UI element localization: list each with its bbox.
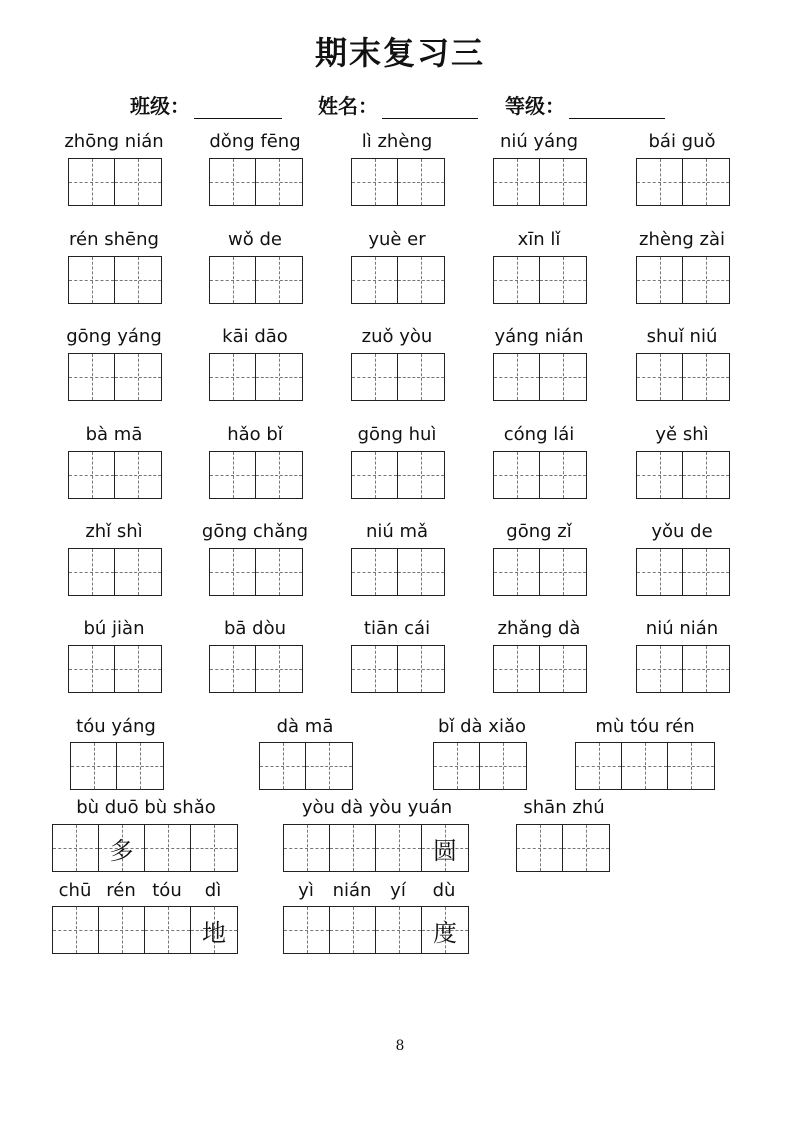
pinyin-label: shuǐ niú [646, 326, 718, 347]
pinyin-label: bǐ dà xiǎo [437, 716, 527, 737]
writing-cell[interactable] [352, 159, 398, 205]
writing-cell[interactable] [69, 354, 115, 400]
writing-grid[interactable] [493, 158, 587, 206]
writing-grid[interactable] [575, 742, 715, 790]
name-label: 姓名： [318, 94, 378, 118]
writing-cell[interactable] [69, 452, 115, 498]
writing-grid[interactable] [351, 353, 445, 401]
writing-cell[interactable] [256, 549, 302, 595]
writing-cell[interactable] [494, 452, 540, 498]
writing-cell[interactable] [145, 825, 191, 871]
pinyin-label: hǎo bǐ [227, 424, 283, 445]
writing-grid[interactable] [351, 451, 445, 499]
given-character: 度 [433, 918, 457, 947]
writing-cell[interactable] [540, 354, 586, 400]
writing-cell[interactable] [210, 257, 256, 303]
writing-grid[interactable] [52, 824, 238, 872]
writing-grid[interactable] [433, 742, 527, 790]
writing-cell[interactable] [376, 907, 422, 953]
writing-cell[interactable] [494, 257, 540, 303]
writing-cell[interactable] [210, 354, 256, 400]
writing-cell[interactable] [352, 646, 398, 692]
writing-cell[interactable] [434, 743, 480, 789]
pinyin-label: tóu yáng [76, 716, 156, 737]
writing-grid[interactable] [636, 645, 730, 693]
pinyin-syllable: nián [332, 880, 372, 901]
writing-grid[interactable] [493, 645, 587, 693]
pinyin-label: rén shēng [69, 229, 159, 250]
writing-grid[interactable] [209, 158, 303, 206]
grade-field [505, 90, 665, 119]
pinyin-label: gōng huì [357, 424, 437, 445]
pinyin-syllable: dì [204, 880, 222, 901]
writing-cell[interactable] [115, 354, 161, 400]
writing-cell[interactable] [422, 907, 468, 953]
writing-cell[interactable] [352, 257, 398, 303]
pinyin-label: bái guǒ [648, 131, 716, 152]
page-number: 8 [395, 1038, 405, 1054]
writing-cell[interactable] [517, 825, 563, 871]
writing-cell[interactable] [540, 257, 586, 303]
writing-cell[interactable] [637, 549, 683, 595]
writing-cell[interactable] [115, 452, 161, 498]
class-field [130, 90, 282, 119]
pinyin-label: xīn lǐ [517, 229, 561, 250]
writing-cell[interactable] [683, 549, 729, 595]
writing-grid[interactable] [351, 645, 445, 693]
writing-cell[interactable] [53, 825, 99, 871]
name-blank[interactable] [382, 96, 478, 119]
writing-cell[interactable] [637, 257, 683, 303]
writing-cell[interactable] [683, 452, 729, 498]
writing-grid[interactable] [68, 548, 162, 596]
pinyin-syllable: yì [298, 880, 314, 901]
writing-cell[interactable] [210, 159, 256, 205]
pinyin-syllable: rén [106, 880, 136, 901]
writing-grid[interactable] [68, 256, 162, 304]
writing-cell[interactable] [191, 825, 237, 871]
writing-grid[interactable] [493, 451, 587, 499]
writing-grid[interactable] [636, 548, 730, 596]
pinyin-label: niú yáng [499, 131, 579, 152]
writing-cell[interactable] [210, 646, 256, 692]
writing-cell[interactable] [352, 549, 398, 595]
writing-cell[interactable] [99, 825, 145, 871]
writing-grid[interactable] [209, 451, 303, 499]
writing-cell[interactable] [494, 354, 540, 400]
writing-cell[interactable] [398, 549, 444, 595]
pinyin-label: zuǒ yòu [361, 326, 433, 347]
pinyin-label: tiān cái [363, 618, 431, 639]
writing-cell[interactable] [540, 646, 586, 692]
writing-cell[interactable] [352, 452, 398, 498]
pinyin-syllable: yí [390, 880, 406, 901]
pinyin-label: mù tóu rén [595, 716, 695, 737]
writing-grid[interactable] [493, 353, 587, 401]
name-field [318, 90, 478, 119]
pinyin-label: zhǎng dà [497, 618, 581, 639]
pinyin-syllable: chū [58, 880, 92, 901]
writing-cell[interactable] [637, 159, 683, 205]
writing-cell[interactable] [668, 743, 714, 789]
writing-cell[interactable] [683, 354, 729, 400]
pinyin-label: dǒng fēng [209, 131, 301, 152]
class-blank[interactable] [194, 96, 282, 119]
grade-label: 等级： [505, 94, 565, 118]
writing-cell[interactable] [637, 452, 683, 498]
writing-cell[interactable] [683, 257, 729, 303]
writing-cell[interactable] [398, 257, 444, 303]
pinyin-label: yě shì [655, 424, 709, 445]
writing-grid[interactable] [636, 256, 730, 304]
writing-cell[interactable] [398, 159, 444, 205]
pinyin-label: gōng zǐ [506, 521, 572, 542]
writing-cell[interactable] [115, 159, 161, 205]
writing-cell[interactable] [210, 549, 256, 595]
writing-grid[interactable] [52, 906, 238, 954]
pinyin-label: cóng lái [503, 424, 575, 445]
writing-grid[interactable] [209, 548, 303, 596]
writing-grid[interactable] [70, 742, 164, 790]
writing-cell[interactable] [210, 452, 256, 498]
pinyin-label: gōng yáng [66, 326, 162, 347]
writing-grid[interactable] [351, 256, 445, 304]
class-label: 班级： [130, 94, 190, 118]
writing-cell[interactable] [53, 907, 99, 953]
writing-grid[interactable] [516, 824, 610, 872]
pinyin-label: bà mā [85, 424, 143, 445]
writing-cell[interactable] [494, 646, 540, 692]
writing-cell[interactable] [494, 159, 540, 205]
writing-cell[interactable] [683, 646, 729, 692]
writing-cell[interactable] [117, 743, 163, 789]
pinyin-label: lì zhèng [361, 131, 433, 152]
writing-grid[interactable] [68, 158, 162, 206]
pinyin-label: zhǐ shì [85, 521, 143, 542]
writing-cell[interactable] [256, 354, 302, 400]
writing-cell[interactable] [398, 354, 444, 400]
pinyin-syllable: tóu [152, 880, 182, 901]
given-character: 圆 [433, 836, 457, 865]
writing-cell[interactable] [494, 549, 540, 595]
writing-cell[interactable] [422, 825, 468, 871]
writing-cell[interactable] [69, 646, 115, 692]
writing-grid[interactable] [636, 353, 730, 401]
writing-grid[interactable] [68, 353, 162, 401]
writing-cell[interactable] [260, 743, 306, 789]
pinyin-label: gōng chǎng [201, 521, 309, 542]
writing-cell[interactable] [637, 354, 683, 400]
writing-cell[interactable] [563, 825, 609, 871]
writing-cell[interactable] [398, 646, 444, 692]
writing-grid[interactable] [68, 451, 162, 499]
pinyin-label: dà mā [276, 716, 334, 737]
writing-cell[interactable] [683, 159, 729, 205]
writing-cell[interactable] [480, 743, 526, 789]
grade-blank[interactable] [569, 96, 665, 119]
pinyin-label: bú jiàn [83, 618, 145, 639]
pinyin-label: niú nián [645, 618, 719, 639]
writing-cell[interactable] [256, 646, 302, 692]
writing-grid[interactable] [283, 824, 469, 872]
writing-cell[interactable] [256, 159, 302, 205]
writing-cell[interactable] [69, 257, 115, 303]
writing-grid[interactable] [209, 353, 303, 401]
writing-grid[interactable] [636, 451, 730, 499]
pinyin-label: wǒ de [228, 229, 282, 250]
pinyin-label: bā dòu [223, 618, 287, 639]
given-character: 多 [109, 836, 134, 865]
writing-cell[interactable] [71, 743, 117, 789]
writing-cell[interactable] [115, 549, 161, 595]
writing-grid[interactable] [209, 256, 303, 304]
pinyin-label: niú mǎ [365, 521, 429, 542]
writing-grid[interactable] [351, 158, 445, 206]
writing-cell[interactable] [352, 354, 398, 400]
writing-grid[interactable] [351, 548, 445, 596]
writing-grid[interactable] [636, 158, 730, 206]
writing-cell[interactable] [115, 257, 161, 303]
writing-cell[interactable] [540, 452, 586, 498]
writing-cell[interactable] [576, 743, 622, 789]
writing-cell[interactable] [330, 907, 376, 953]
writing-cell[interactable] [145, 907, 191, 953]
pinyin-label: yáng nián [494, 326, 584, 347]
writing-cell[interactable] [376, 825, 422, 871]
pinyin-label: shān zhú [523, 797, 605, 818]
writing-cell[interactable] [99, 907, 145, 953]
writing-grid[interactable] [209, 645, 303, 693]
writing-cell[interactable] [540, 159, 586, 205]
writing-cell[interactable] [69, 549, 115, 595]
writing-cell[interactable] [637, 646, 683, 692]
pinyin-label: kāi dāo [222, 326, 288, 347]
pinyin-label: bù duō bù shǎo [76, 797, 216, 818]
writing-cell[interactable] [284, 825, 330, 871]
writing-cell[interactable] [398, 452, 444, 498]
pinyin-syllable: dù [432, 880, 456, 901]
pinyin-label: zhōng nián [64, 131, 164, 152]
given-character: 地 [202, 918, 226, 947]
writing-cell[interactable] [256, 257, 302, 303]
writing-cell[interactable] [69, 159, 115, 205]
page-title: 期末复习三 [314, 34, 485, 72]
pinyin-label: yòu dà yòu yuán [301, 797, 453, 818]
writing-grid[interactable] [493, 548, 587, 596]
writing-cell[interactable] [115, 646, 161, 692]
writing-grid[interactable] [68, 645, 162, 693]
writing-cell[interactable] [284, 907, 330, 953]
writing-cell[interactable] [306, 743, 352, 789]
pinyin-label: zhèng zài [639, 229, 725, 250]
pinyin-label: yǒu de [651, 521, 713, 542]
writing-cell[interactable] [330, 825, 376, 871]
writing-cell[interactable] [256, 452, 302, 498]
writing-cell[interactable] [540, 549, 586, 595]
writing-grid[interactable] [283, 906, 469, 954]
pinyin-label: yuè er [368, 229, 426, 250]
writing-grid[interactable] [259, 742, 353, 790]
writing-cell[interactable] [622, 743, 668, 789]
writing-cell[interactable] [191, 907, 237, 953]
writing-grid[interactable] [493, 256, 587, 304]
